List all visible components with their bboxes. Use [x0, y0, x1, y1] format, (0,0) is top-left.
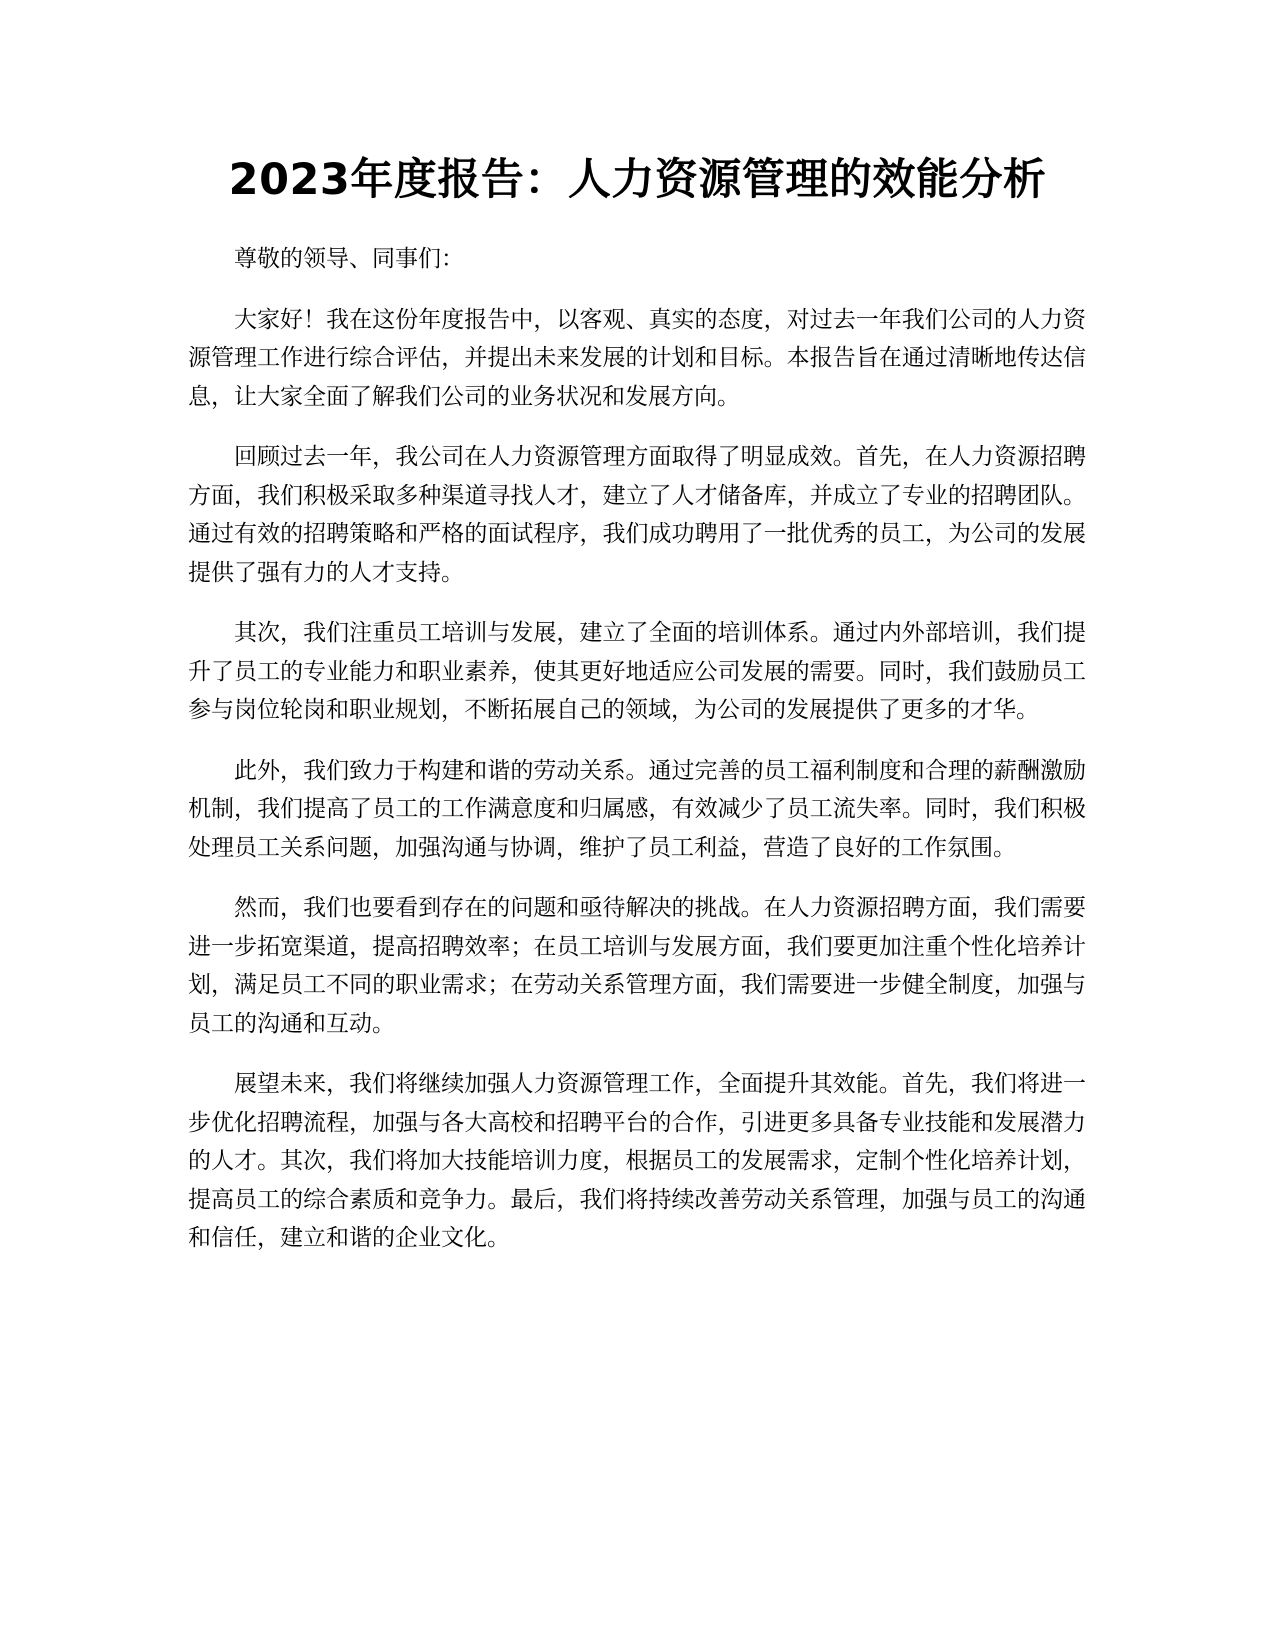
paragraph-challenges: 然而，我们也要看到存在的问题和亟待解决的挑战。在人力资源招聘方面，我们需要进一步拓宽渠道，提高招聘效率；在员工培训与发展方面，我们要更加注重个性化培养计划，满足员工不同的职业需求；在劳动关系管理方面，我们需要进一步健全制度，加强与员工的沟通和互动。 [188, 895, 1086, 1037]
paragraph-training-review: 其次，我们注重员工培训与发展，建立了全面的培训体系。通过内外部培训，我们提升了员工的专业能力和职业素养，使其更好地适应公司发展的需要。同时，我们鼓励员工参与岗位轮岗和职业规划，不断拓展自己的领域，为公司的发展提供了更多的才华。 [188, 620, 1086, 723]
paragraph-recruitment-review: 回顾过去一年，我公司在人力资源管理方面取得了明显成效。首先，在人力资源招聘方面，我们积极采取多种渠道寻找人才，建立了人才储备库，并成立了专业的招聘团队。通过有效的招聘策略和严格的面试程序，我们成功聘用了一批优秀的员工，为公司的发展提供了强有力的人才支持。 [188, 444, 1086, 586]
document-body [188, 240, 1086, 1280]
paragraph-introduction: 大家好！我在这份年度报告中，以客观、真实的态度，对过去一年我们公司的人力资源管理工作进行综合评估，并提出未来发展的计划和目标。本报告旨在通过清晰地传达信息，让大家全面了解我们公司的业务状况和发展方向。 [188, 306, 1086, 410]
document-title: 2023年度报告：人力资源管理的效能分析 [228, 155, 1047, 205]
salutation: 尊敬的领导、同事们： [234, 246, 464, 272]
paragraph-outlook: 展望未来，我们将继续加强人力资源管理工作，全面提升其效能。首先，我们将进一步优化招聘流程，加强与各大高校和招聘平台的合作，引进更多具备专业技能和发展潜力的人才。其次，我们将加大技能培训力度，根据员工的发展需求，定制个性化培养计划，提高员工的综合素质和竞争力。最后，我们将持续改善劳动关系管理，加强与员工的沟通和信任，建立和谐的企业文化。 [188, 1071, 1086, 1251]
paragraph-labor-relations-review: 此外，我们致力于构建和谐的劳动关系。通过完善的员工福利制度和合理的薪酬激励机制，我们提高了员工的工作满意度和归属感，有效减少了员工流失率。同时，我们积极处理员工关系问题，加强沟通与协调，维护了员工利益，营造了良好的工作氛围。 [188, 757, 1086, 861]
